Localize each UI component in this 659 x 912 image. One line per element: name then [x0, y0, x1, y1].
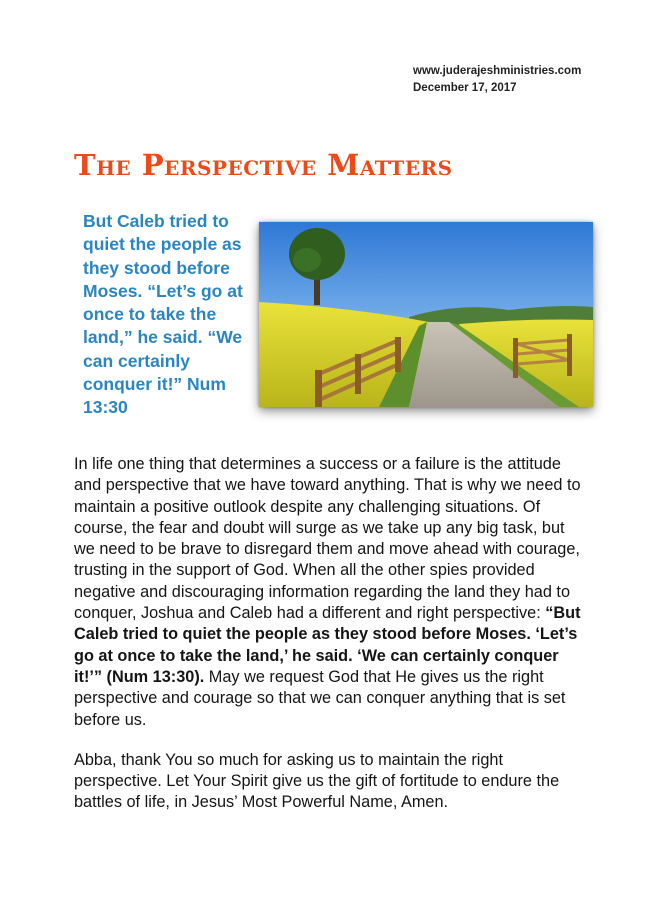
post-date: December 17, 2017 [413, 82, 517, 94]
verse-quote: But Caleb tried to quiet the people as they stood before Moses. “Let’s go at once to take the land,” he said. “We can certainly conquer it!” Num 13:30 [83, 211, 243, 418]
article-body [74, 454, 589, 814]
landscape-photo [259, 222, 593, 407]
website-url: www.juderajeshministries.com [413, 65, 582, 77]
header-meta [413, 63, 581, 97]
prayer-paragraph: Abba, thank You so much for asking us to maintain the right perspective. Let Your Spirit give us the gift of fortitude to endure the battles of life, in Jesus’ Most Powerful Name, Amen. [74, 750, 560, 812]
landscape-illustration [259, 222, 593, 407]
paragraph-closing: May we request God that He gives us the right perspective and courage so that we can conquer anything that is set before us. [74, 667, 566, 729]
paragraph-main [74, 454, 589, 731]
page-title: The Perspective Matters [74, 148, 453, 182]
paragraph-intro: In life one thing that determines a success or a failure is the attitude and perspective that we have toward anything. That is why we need to maintain a positive outlook despite any challenging situations. Of course, the fear and doubt will surge as we take up any big task, but we need to be brave to disregard them and move ahead with courage, trusting in the support of God. When all the other spies provided negative and discouraging information regarding the land they had to conquer, Joshua and Caleb had a different and right perspective: [74, 455, 581, 623]
scripture-quote: “But Caleb tried to quiet the people as they stood before Moses. ‘Let’s go at once to take the land,’ he said. ‘We can certainly conquer it!’” (Num 13:30). [74, 604, 581, 686]
